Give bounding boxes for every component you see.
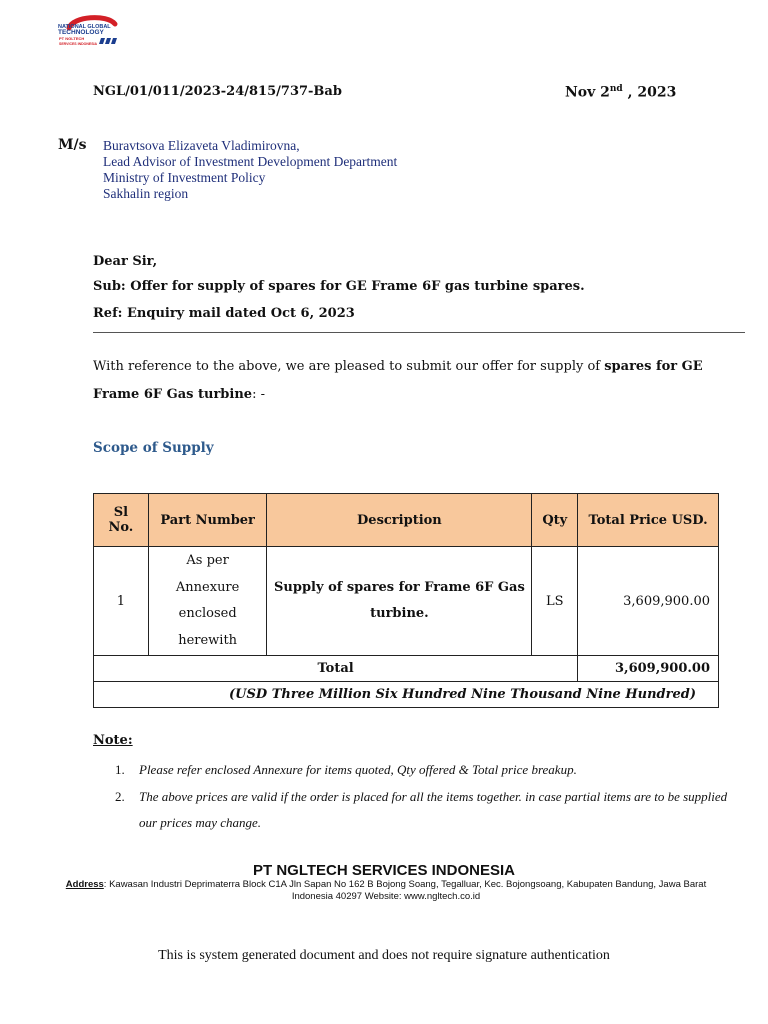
- scope-heading: Scope of Supply: [93, 440, 214, 456]
- divider: [93, 332, 745, 333]
- recipient-line: Lead Advisor of Investment Development Department: [103, 154, 398, 169]
- logo-line1: NATIONAL GLOBAL: [58, 24, 111, 30]
- table-row: [94, 547, 719, 656]
- note-heading: Note:: [93, 733, 133, 748]
- recipient-line: Sakhalin region: [103, 186, 189, 201]
- logo-line4: SERVICES INDONESIA: [59, 42, 98, 46]
- total-row: [94, 656, 719, 682]
- amount-in-words: (USD Three Million Six Hundred Nine Thousand Nine Hundred): [94, 682, 719, 708]
- header-total-price: Total Price USD.: [578, 494, 719, 547]
- address-text: : Kawasan Industri Deprimaterra Block C1A Jln Sapan No 162 B Bojong Soang, Tegalluar, Kec. Bojongsoang, Kabupaten Bandung, Jawa Barat Indonesia 40297 Website: www.ngltech.co.id: [103, 879, 707, 902]
- recipient-address: [103, 138, 397, 202]
- recipient-prefix: M/s: [58, 137, 87, 153]
- cell-price: 3,609,900.00: [578, 547, 719, 656]
- letter-date: [565, 84, 676, 101]
- list-item: 2. The above prices are valid if the order is placed for all the items together. in case partial items are to be supplied our prices may change.: [115, 788, 728, 830]
- total-label: Total: [94, 656, 578, 682]
- header-sl: Sl No.: [94, 494, 149, 547]
- date-suffix: nd: [609, 84, 623, 94]
- logo-line2: TECHNOLOGY: [58, 29, 104, 36]
- intro-paragraph-line2: [93, 387, 265, 402]
- reference-line: Ref: Enquiry mail dated Oct 6, 2023: [93, 306, 355, 321]
- logo-line3: PT NGLTECH: [59, 36, 85, 41]
- date-rest: , 2023: [622, 84, 677, 101]
- cell-part-number: As per Annexure enclosed herewith: [148, 547, 267, 656]
- list-item: 1. Please refer enclosed Annexure for items quoted, Qty offered & Total price breakup.: [115, 762, 577, 777]
- footer-company-name: PT NGLTECH SERVICES INDONESIA: [253, 862, 515, 879]
- notes-list: [93, 757, 733, 837]
- header-description: Description: [267, 494, 532, 547]
- cell-qty: LS: [532, 547, 578, 656]
- recipient-line: Buravtsova Elizaveta Vladimirovna,: [103, 138, 300, 153]
- intro-paragraph-line1: [93, 359, 703, 374]
- salutation: Dear Sir,: [93, 254, 158, 269]
- intro-text: : -: [252, 387, 265, 402]
- amount-in-words-row: [94, 682, 719, 708]
- total-value: 3,609,900.00: [578, 656, 719, 682]
- reference-number: NGL/01/011/2023-24/815/737-Bab: [93, 84, 342, 99]
- date-prefix: Nov 2: [565, 84, 610, 101]
- intro-bold: Frame 6F Gas turbine: [93, 387, 253, 402]
- address-label: Address: [65, 879, 104, 890]
- intro-bold: spares for GE: [604, 359, 703, 374]
- system-generated-note: This is system generated document and does not require signature authentication: [158, 948, 610, 963]
- offer-table: [93, 493, 719, 708]
- recipient-line: Ministry of Investment Policy: [103, 170, 266, 185]
- cell-sl: 1: [94, 547, 149, 656]
- cell-description: Supply of spares for Frame 6F Gas turbine.: [267, 547, 532, 656]
- header-qty: Qty: [532, 494, 578, 547]
- company-logo: [55, 14, 125, 50]
- footer-address: [56, 879, 716, 903]
- intro-text: With reference to the above, we are pleased to submit our offer for supply of: [93, 359, 605, 374]
- subject-line: Sub: Offer for supply of spares for GE Frame 6F gas turbine spares.: [93, 279, 585, 294]
- header-part-number: Part Number: [148, 494, 267, 547]
- table-header-row: [94, 494, 719, 547]
